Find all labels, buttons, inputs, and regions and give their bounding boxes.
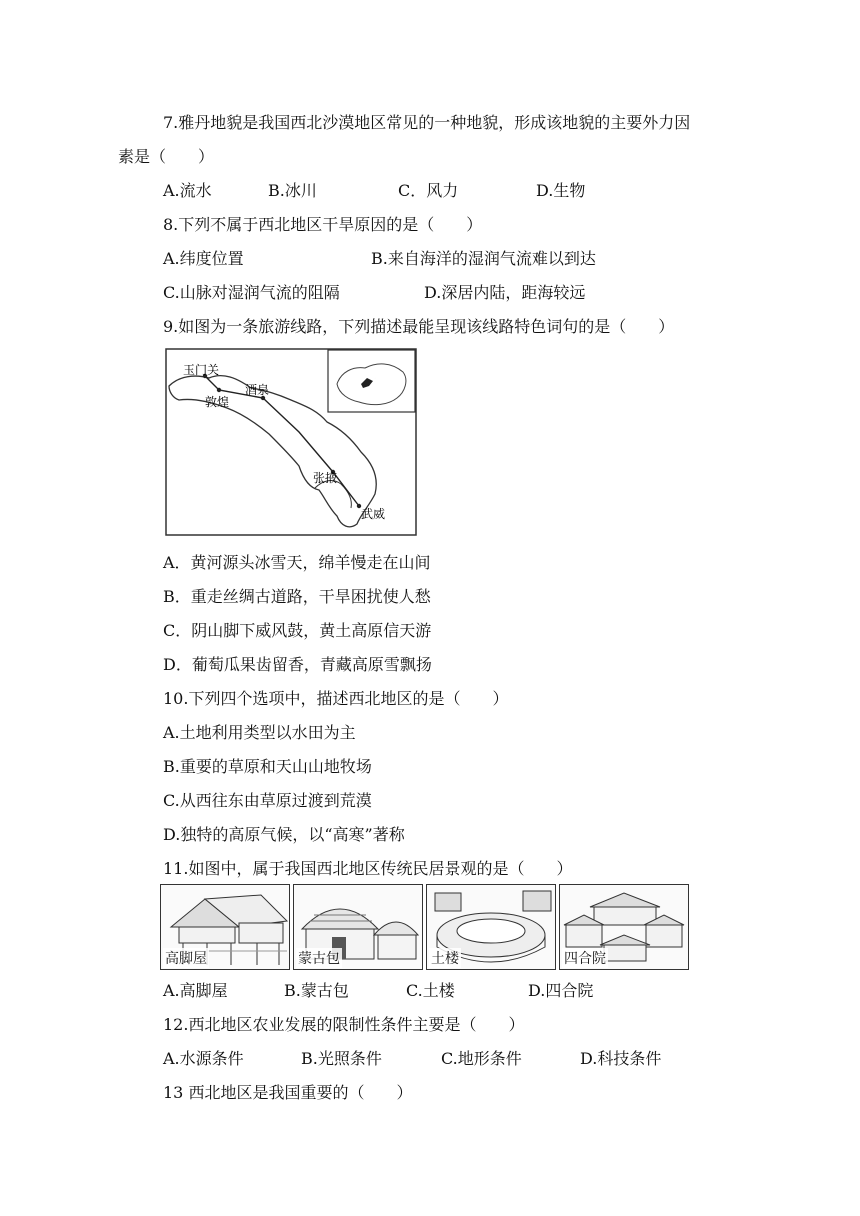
q9-option-d: D．葡萄瓜果齿留香，青藏高原雪飘扬 [163, 655, 432, 674]
q7-option-d: D.生物 [536, 181, 586, 200]
q10-option-b: B.重要的草原和天山山地牧场 [163, 757, 372, 776]
q12-option-a: A.水源条件 [163, 1049, 244, 1068]
q12-option-b: B.光照条件 [301, 1049, 382, 1068]
q12-stem: 12.西北地区农业发展的限制性条件主要是（ ） [163, 1015, 525, 1034]
q9-stem: 9.如图为一条旅游线路，下列描述最能呈现该线路特色词句的是（ ） [163, 317, 675, 336]
label-tulou: 土楼 [429, 948, 461, 968]
q9-option-b: B．重走丝绸古道路，干旱困扰使人愁 [163, 587, 431, 606]
q10-option-d: D.独特的高原气候，以“高寒”著称 [163, 825, 405, 844]
image-tulou [426, 884, 556, 970]
map-label-jiuquan: 酒泉 [245, 383, 270, 397]
map-label-yumenguan: 玉门关 [183, 363, 220, 377]
q11-option-c: C.土楼 [406, 981, 455, 1000]
dwelling-images [160, 884, 690, 972]
q7-option-b: B.冰川 [268, 181, 317, 200]
q10-option-c: C.从西往东由草原过渡到荒漠 [163, 791, 372, 810]
q8-option-b: B.来自海洋的湿润气流难以到达 [371, 249, 596, 268]
label-yurt: 蒙古包 [296, 948, 342, 968]
label-siheyuan: 四合院 [562, 948, 608, 968]
route-map [165, 348, 417, 536]
q10-option-a: A.土地利用类型以水田为主 [163, 723, 356, 742]
map-label-zhangye: 张掖 [313, 471, 338, 485]
q8-option-c: C.山脉对湿润气流的阻隔 [163, 283, 340, 302]
q8-stem: 8.下列不属于西北地区干旱原因的是（ ） [163, 215, 483, 234]
q9-option-c: C．阴山脚下威风鼓，黄土高原信天游 [163, 621, 432, 640]
q7-stem-line2: 素是（ ） [118, 147, 215, 166]
q12-option-c: C.地形条件 [441, 1049, 522, 1068]
q8-option-d: D.深居内陆，距海较远 [424, 283, 586, 302]
q7-option-c: C．风力 [398, 181, 459, 200]
q7-option-a: A.流水 [163, 181, 212, 200]
image-siheyuan [559, 884, 689, 970]
q9-option-a: A．黄河源头冰雪天，绵羊慢走在山间 [163, 553, 431, 572]
q11-option-a: A.高脚屋 [163, 981, 228, 1000]
q8-option-a: A.纬度位置 [163, 249, 244, 268]
q10-stem: 10.下列四个选项中，描述西北地区的是（ ） [163, 689, 509, 708]
map-label-dunhuang: 敦煌 [205, 395, 230, 409]
q11-option-d: D.四合院 [528, 981, 594, 1000]
q12-option-d: D.科技条件 [580, 1049, 662, 1068]
image-yurt [293, 884, 423, 970]
q13-stem: 13 西北地区是我国重要的（ ） [163, 1083, 413, 1102]
q11-option-b: B.蒙古包 [284, 981, 349, 1000]
image-stilt-house [160, 884, 290, 970]
map-label-wuwei: 武威 [361, 507, 386, 521]
q7-stem-line1: 7.雅丹地貌是我国西北沙漠地区常见的一种地貌，形成该地貌的主要外力因 [163, 113, 691, 132]
q11-stem: 11.如图中，属于我国西北地区传统民居景观的是（ ） [163, 859, 573, 878]
label-stilt-house: 高脚屋 [163, 948, 209, 968]
